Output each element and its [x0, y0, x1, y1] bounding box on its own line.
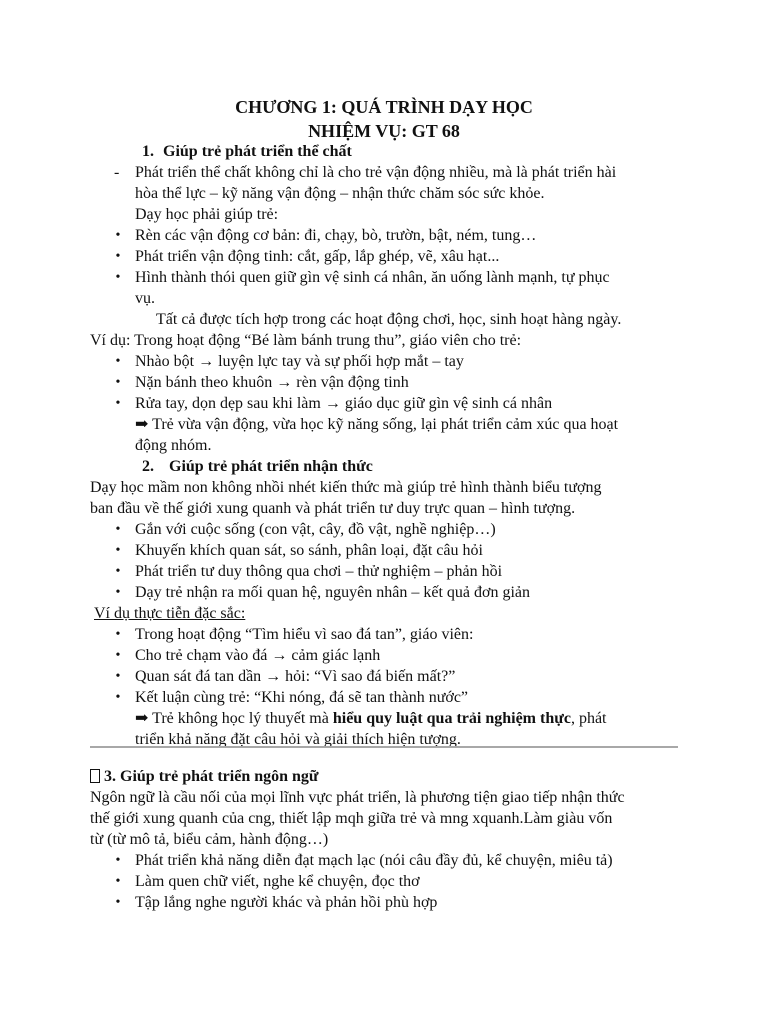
section-2-example-3: Quan sát đá tan dần → hỏi: “Vì sao đá biến mất?” [135, 668, 456, 685]
section-2-result-line-2: triển khả năng đặt câu hỏi và giải thích hiện tượng. [135, 731, 461, 748]
section-2-result-line-1 [135, 709, 606, 730]
section-2-example-2: Cho trẻ chạm vào đá → cảm giác lạnh [135, 647, 381, 664]
section-1-example: Ví dụ: Trong hoạt động “Bé làm bánh trung thu”, giáo viên cho trẻ: [90, 332, 522, 349]
bullet-icon: • [115, 585, 121, 600]
section-1-intro-line-2: hòa thể lực – kỹ năng vận động – nhận thức chăm sóc sức khỏe. [135, 185, 545, 202]
bullet-icon: • [115, 543, 121, 558]
result-text-start: ➡ Trẻ không học lý thuyết mà [135, 710, 333, 727]
bullet-icon: • [115, 648, 121, 663]
bullet-icon: • [115, 375, 121, 390]
bullet-icon: • [115, 249, 121, 264]
section-2-bullet-4: Dạy trẻ nhận ra mối quan hệ, nguyên nhân – kết quả đơn giản [135, 584, 531, 601]
section-1-bullet-3: Hình thành thói quen giữ gìn vệ sinh cá nhân, ăn uống lành mạnh, tự phục [135, 269, 610, 286]
section-1-bullet-1: Rèn các vận động cơ bản: đi, chạy, bò, trườn, bật, ném, tung… [135, 227, 537, 244]
section-2-bullet-2: Khuyến khích quan sát, so sánh, phân loại, đặt câu hỏi [135, 542, 483, 559]
result-text-end: , phát [570, 710, 607, 727]
section-2-intro-line-2: ban đầu về thế giới xung quanh và phát triển tư duy trực quan – hình tượng. [90, 500, 576, 517]
section-3-intro-line-2: thế giới xung quanh của cng, thiết lập mqh giữa trẻ và mng xquanh.Làm giàu vốn [90, 810, 613, 827]
section-2-bullet-3: Phát triển tư duy thông qua chơi – thử nghiệm – phản hồi [135, 563, 503, 580]
bullet-icon: • [115, 522, 121, 537]
section-1-result-line-2: động nhóm. [135, 437, 212, 454]
missing-glyph-icon [90, 769, 100, 783]
section-3-title: 3. Giúp trẻ phát triển ngôn ngữ [104, 768, 319, 785]
bullet-icon: • [115, 627, 121, 642]
section-3-bullet-1: Phát triển khả năng diễn đạt mạch lạc (nói câu đầy đủ, kể chuyện, miêu tả) [135, 852, 613, 869]
section-3-bullet-2: Làm quen chữ viết, nghe kể chuyện, đọc thơ [135, 873, 420, 890]
task-title: NHIỆM VỤ: GT 68 [308, 121, 460, 141]
bullet-icon: • [115, 874, 121, 889]
dash-marker: - [114, 164, 120, 181]
section-2-number: 2. [142, 458, 154, 475]
section-1-example-2: Nặn bánh theo khuôn → rèn vận động tinh [135, 374, 409, 391]
section-1-number: 1. [142, 143, 154, 160]
section-3-bullet-3: Tập lắng nghe người khác và phản hồi phù hợp [135, 894, 438, 911]
bullet-icon: • [115, 396, 121, 411]
section-1-example-1: Nhào bột → luyện lực tay và sự phối hợp mắt – tay [135, 353, 464, 370]
bullet-icon: • [115, 228, 121, 243]
section-2-bullet-1: Gắn với cuộc sống (con vật, cây, đồ vật, nghề nghiệp…) [135, 521, 496, 538]
section-2-example-1: Trong hoạt động “Tìm hiểu vì sao đá tan”, giáo viên: [135, 626, 474, 643]
section-3-intro-line-3: từ (từ mô tả, biểu cảm, hành động…) [90, 831, 329, 848]
bullet-icon: • [115, 669, 121, 684]
result-text-emphasis: hiểu quy luật qua trải nghiệm thực [332, 710, 571, 727]
section-3-heading [90, 767, 319, 788]
section-1-example-3: Rửa tay, dọn dẹp sau khi làm → giáo dục giữ gìn vệ sinh cá nhân [135, 395, 553, 412]
bullet-icon: • [115, 564, 121, 579]
section-1-bullet-3-cont: vụ. [135, 290, 155, 307]
bullet-icon: • [115, 853, 121, 868]
section-1-title: Giúp trẻ phát triển thể chất [163, 143, 352, 160]
bullet-icon: • [115, 270, 121, 285]
bullet-icon: • [115, 895, 121, 910]
section-2-title: Giúp trẻ phát triển nhận thức [169, 458, 373, 475]
section-1-summary: Tất cả được tích hợp trong các hoạt động chơi, học, sinh hoạt hàng ngày. [156, 311, 622, 328]
section-2-example-title: Ví dụ thực tiễn đặc sắc: [94, 605, 246, 622]
horizontal-divider [90, 746, 678, 748]
bullet-icon: • [115, 690, 121, 705]
section-1-result-line-1: ➡ Trẻ vừa vận động, vừa học kỹ năng sống, lại phát triển cảm xúc qua hoạt [135, 416, 619, 433]
section-1-lead: Dạy học phải giúp trẻ: [135, 206, 279, 223]
chapter-title: CHƯƠNG 1: QUÁ TRÌNH DẠY HỌC [235, 97, 533, 117]
section-2-example-4: Kết luận cùng trẻ: “Khi nóng, đá sẽ tan thành nước” [135, 689, 469, 706]
section-1-bullet-2: Phát triển vận động tinh: cắt, gấp, lắp ghép, vẽ, xâu hạt... [135, 248, 500, 265]
section-1-intro-line-1: Phát triển thể chất không chỉ là cho trẻ vận động nhiều, mà là phát triển hài [135, 164, 617, 181]
section-3-intro-line-1: Ngôn ngữ là cầu nối của mọi lĩnh vực phát triển, là phương tiện giao tiếp nhận thức [90, 789, 625, 806]
bullet-icon: • [115, 354, 121, 369]
section-2-intro-line-1: Dạy học mầm non không nhồi nhét kiến thức mà giúp trẻ hình thành biểu tượng [90, 479, 602, 496]
